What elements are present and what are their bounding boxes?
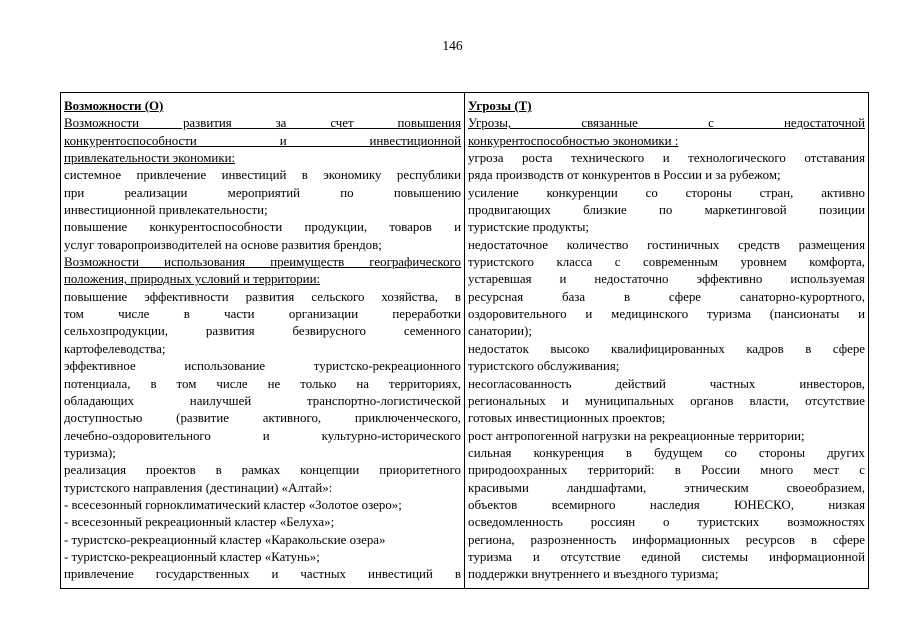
text-line: угроза роста технического и технологического отставания [468,151,865,166]
text-line: осведомленность россиян о туристских возможностях [468,515,865,530]
text-line: рост антропогенной нагрузки на рекреационные территории; [468,428,805,443]
text-line: привлекательности экономики: [64,151,236,166]
threats-column [465,93,868,588]
text-line: сильная конкуренция в будущем со стороны других [468,445,865,460]
threats-heading: Угрозы (Т) [468,99,532,113]
text-line: при реализации мероприятий по повышению [64,185,461,200]
text-line: недостаток высоко квалифицированных кадров в сфере [468,341,865,356]
text-line: объектов всемирного наследия ЮНЕСКО, низкая [468,497,865,512]
swot-table [60,92,869,589]
text-line: конкурентоспособности и инвестиционной [64,133,461,148]
text-line: несогласованность действий частных инвесторов, [468,376,865,391]
text-line: туристского направления (дестинации) «Алтай»: [64,480,333,495]
text-line: туристские продукты; [468,220,589,235]
text-line: устаревшая и недостаточно эффективно используемая [468,272,865,287]
text-line: - туристско-рекреационный кластер «Каракольские озера» [64,532,386,547]
text-line: - туристско-рекреационный кластер «Катунь»; [64,549,320,564]
text-line: реализация проектов в рамках концепции приоритетного [64,463,461,478]
text-line: готовых инвестиционных проектов; [468,411,666,426]
text-line: - всесезонный горноклиматический кластер «Золотое озеро»; [64,497,402,512]
text-line: картофелеводства; [64,341,166,356]
text-line: оздоровительного и медицинского туризма (пансионаты и [468,307,865,322]
text-line: сельхозпродукции, развития безвирусного семенного [64,324,461,339]
text-line: потенциала, в том числе не только на территориях, [64,376,461,391]
text-line: привлечение государственных и частных инвестиций в [64,567,461,582]
text-line: усиление конкуренции со стороны стран, активно [468,185,865,200]
text-line: недостаточное количество гостиничных средств размещения [468,237,865,252]
text-line: доступностью (развитие активного, приключенческого, [64,411,461,426]
text-line: ряда производств от конкурентов в России и за рубежом; [468,168,781,183]
opportunities-lines [64,115,461,583]
opportunities-heading: Возможности (О) [64,99,164,113]
text-line: санатории); [468,324,532,339]
opportunities-column [61,93,465,588]
text-line: красивыми ландшафтами, этническим своеобразием, [468,480,865,495]
text-line: туризма и отсутствие единой системы информационной [468,549,865,564]
text-line: природоохранных территорий: в России много мест с [468,463,865,478]
text-line: инвестиционной привлекательности; [64,203,268,218]
page-number: 146 [442,38,463,53]
text-line: лечебно-оздоровительного и культурно-исторического [64,428,461,443]
text-line: поддержки внутреннего и въездного туризма; [468,567,719,582]
text-line: - всесезонный рекреационный кластер «Белуха»; [64,515,335,530]
text-line: повышение эффективности развития сельского хозяйства, в [64,289,461,304]
threats-lines [468,115,865,583]
text-line: положения, природных условий и территории: [64,272,321,287]
text-line: том числе в части организации переработки [64,307,461,322]
text-line: Угрозы, связанные с недостаточной [468,116,865,131]
text-line: региональных и муниципальных органов власти, отсутствие [468,393,865,408]
text-line: обладающих наилучшей транспортно-логистической [64,393,461,408]
text-line: продвигающих близкие по маркетинговой позиции [468,203,865,218]
text-line: повышение конкурентоспособности продукции, товаров и [64,220,461,235]
text-line: туристского обслуживания; [468,359,620,374]
text-line: туризма); [64,445,116,460]
text-line: системное привлечение инвестиций в экономику республики [64,168,461,183]
text-line: Возможности использования преимуществ географического [64,255,461,270]
text-line: региона, разрозненность информационных ресурсов в сфере [468,532,865,547]
text-line: Возможности развития за счет повышения [64,116,461,131]
text-line: конкурентоспособностью экономики : [468,133,679,148]
text-line: эффективное использование туристско-рекреационного [64,359,461,374]
text-line: услуг товаропроизводителей на основе развития брендов; [64,237,382,252]
text-line: ресурсная база в сфере санаторно-курортного, [468,289,865,304]
text-line: туристского класса с современным уровнем комфорта, [468,255,865,270]
